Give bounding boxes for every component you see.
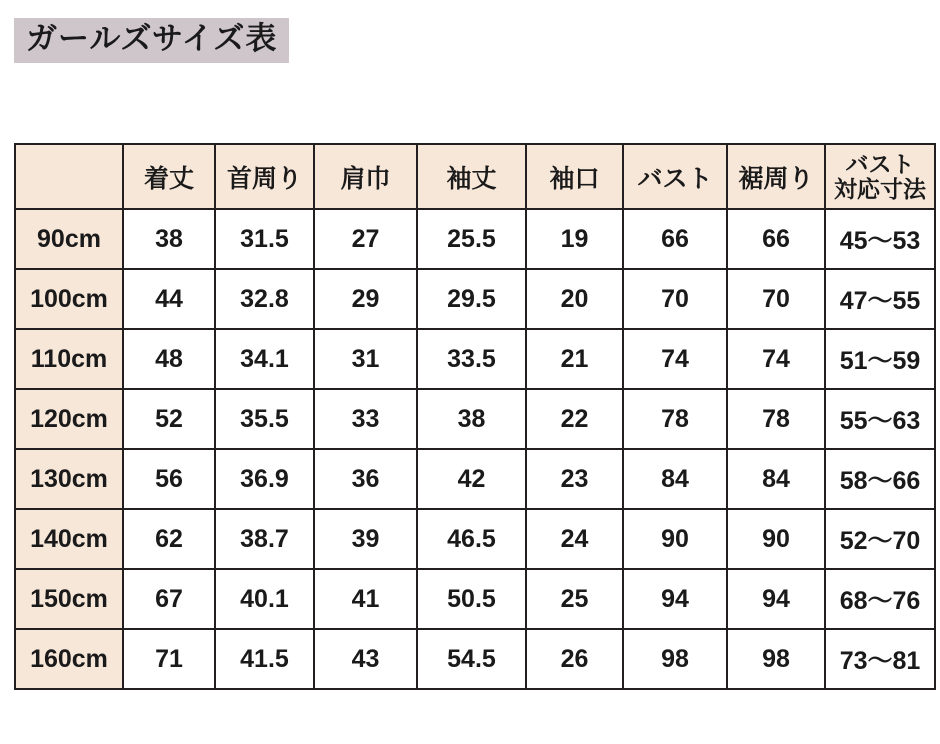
cell-value: 73〜81 [825,629,935,689]
cell-value: 98 [727,629,825,689]
cell-value: 34.1 [215,329,314,389]
cell-value: 41 [314,569,417,629]
cell-value: 70 [727,269,825,329]
cell-value: 43 [314,629,417,689]
cell-value: 67 [123,569,215,629]
cell-value: 84 [727,449,825,509]
column-header-bust-range-line2: 対応寸法 [834,175,926,202]
cell-value: 94 [623,569,727,629]
cell-value: 50.5 [417,569,526,629]
cell-value: 71 [123,629,215,689]
row-header-size: 90cm [15,209,123,269]
table-body [15,209,935,689]
cell-value: 52〜70 [825,509,935,569]
cell-value: 52 [123,389,215,449]
cell-value: 46.5 [417,509,526,569]
cell-value: 62 [123,509,215,569]
cell-value: 56 [123,449,215,509]
table-row [15,329,935,389]
cell-value: 55〜63 [825,389,935,449]
cell-value: 58〜66 [825,449,935,509]
cell-value: 31.5 [215,209,314,269]
row-header-size: 100cm [15,269,123,329]
cell-value: 19 [526,209,623,269]
table-row [15,629,935,689]
column-header-sleeve-length: 袖丈 [417,144,526,209]
cell-value: 90 [623,509,727,569]
cell-value: 78 [727,389,825,449]
cell-value: 33.5 [417,329,526,389]
cell-value: 47〜55 [825,269,935,329]
cell-value: 51〜59 [825,329,935,389]
cell-value: 94 [727,569,825,629]
cell-value: 32.8 [215,269,314,329]
row-header-size: 160cm [15,629,123,689]
title-container [14,18,289,63]
cell-value: 22 [526,389,623,449]
column-header-bust: バスト [623,144,727,209]
cell-value: 38.7 [215,509,314,569]
cell-value: 84 [623,449,727,509]
cell-value: 66 [727,209,825,269]
cell-value: 27 [314,209,417,269]
row-header-size: 110cm [15,329,123,389]
cell-value: 33 [314,389,417,449]
header-row [15,144,935,209]
column-header-hem: 裾周り [727,144,825,209]
table-row [15,389,935,449]
cell-value: 26 [526,629,623,689]
row-header-size: 140cm [15,509,123,569]
cell-value: 36 [314,449,417,509]
cell-value: 44 [123,269,215,329]
cell-value: 42 [417,449,526,509]
column-header-bust-range [825,144,935,209]
cell-value: 74 [727,329,825,389]
cell-value: 25 [526,569,623,629]
cell-value: 38 [123,209,215,269]
cell-value: 36.9 [215,449,314,509]
cell-value: 38 [417,389,526,449]
page-title: ガールズサイズ表 [14,18,289,63]
cell-value: 31 [314,329,417,389]
cell-value: 66 [623,209,727,269]
cell-value: 29.5 [417,269,526,329]
cell-value: 21 [526,329,623,389]
cell-value: 23 [526,449,623,509]
column-header-length: 着丈 [123,144,215,209]
cell-value: 41.5 [215,629,314,689]
table-row [15,269,935,329]
cell-value: 90 [727,509,825,569]
cell-value: 24 [526,509,623,569]
size-table [14,143,936,690]
cell-value: 70 [623,269,727,329]
column-header-bust-range-line1: バスト [845,151,915,178]
cell-value: 40.1 [215,569,314,629]
table-row [15,509,935,569]
cell-value: 39 [314,509,417,569]
cell-value: 45〜53 [825,209,935,269]
header-corner-cell [15,144,123,209]
cell-value: 29 [314,269,417,329]
table-row [15,209,935,269]
table-row [15,569,935,629]
cell-value: 25.5 [417,209,526,269]
cell-value: 98 [623,629,727,689]
cell-value: 48 [123,329,215,389]
row-header-size: 130cm [15,449,123,509]
table-header [15,144,935,209]
cell-value: 20 [526,269,623,329]
column-header-neck: 首周り [215,144,314,209]
row-header-size: 120cm [15,389,123,449]
size-table-container [14,143,926,690]
column-header-shoulder: 肩巾 [314,144,417,209]
column-header-cuff: 袖口 [526,144,623,209]
cell-value: 78 [623,389,727,449]
cell-value: 68〜76 [825,569,935,629]
table-row [15,449,935,509]
cell-value: 74 [623,329,727,389]
cell-value: 35.5 [215,389,314,449]
cell-value: 54.5 [417,629,526,689]
row-header-size: 150cm [15,569,123,629]
